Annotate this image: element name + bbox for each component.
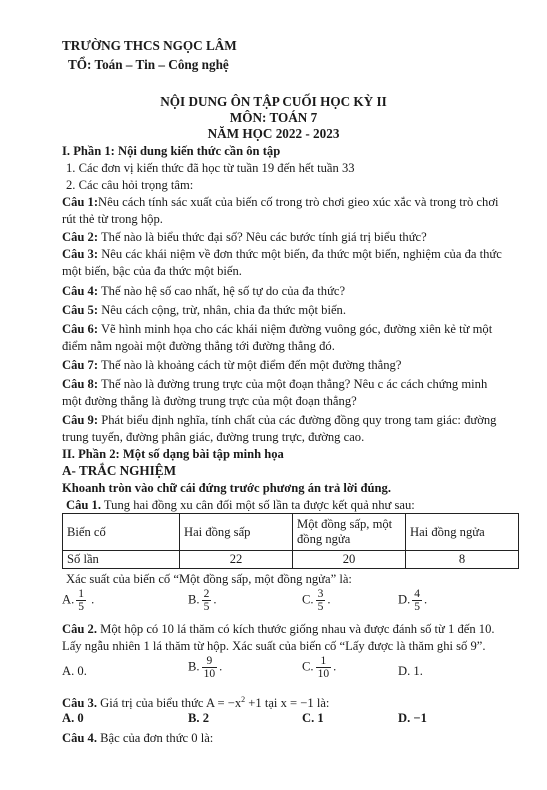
option-a[interactable]: A. 0. [62,664,87,678]
department-name: TỔ: Toán – Tin – Công nghệ [68,57,229,72]
part1-item2: 2. Các câu hỏi trọng tâm: [66,178,194,192]
option-a[interactable]: A. $\frac{1}{5}$ . [62,588,95,613]
question-7: Câu 7: Thế nào là khoảng cách từ một điểm đến một đường thẳng? [62,358,402,372]
part1-heading: I. Phần 1: Nội dung kiến thức cần ôn tập [62,144,281,158]
subject-title: MÔN: TOÁN 7 [229,110,318,125]
question-9-cont: trung tuyến, đường phân giác, đường trung trực, đường cao. [62,430,365,444]
question-6: Câu 6: Vẽ hình minh họa cho các khái niệm đường vuông góc, đường xiên kẻ từ một [62,322,493,336]
results-table [62,513,519,569]
question-4: Câu 4: Thế nào hệ số cao nhất, hệ số tự do của đa thức? [62,284,346,298]
table-row [63,514,519,551]
mcq-1-prompt: Xác suất của biến cố “Một đồng sấp, một đồng ngửa” là: [66,572,352,586]
table-cell: Số lần [63,551,180,569]
option-b[interactable]: B. $\frac{2}{5}$ . [188,588,217,613]
question-5: Câu 5: Nêu cách cộng, trừ, nhân, chia đa thức một biến. [62,303,346,317]
mcq-2-cont: Lấy ngẫu nhiên 1 lá thăm từ hộp. Xác suất của biến cố “Lấy được là thăm ghi số 9”. [62,639,486,653]
table-header-cell: Hai đồng ngửa [406,514,519,551]
option-a[interactable]: A. 0 [62,711,84,725]
table-cell: 20 [293,551,406,569]
part1-item1: 1. Các đơn vị kiến thức đã học từ tuần 19 đến hết tuần 33 [66,161,355,175]
question-9: Câu 9: Phát biểu định nghĩa, tính chất của các đường đồng quy trong tam giác: đường [62,413,497,427]
question-8-cont: một đường thẳng là đường trung trực của một đoạn thẳng? [62,394,357,408]
option-d[interactable]: D. $\frac{4}{5}$ . [398,588,428,613]
table-header-cell: Hai đồng sấp [180,514,293,551]
option-d[interactable]: D. 1. [398,664,423,678]
section-a-heading: A- TRẮC NGHIỆM [62,463,177,478]
mcq-4: Câu 4. Bậc của đơn thức 0 là: [62,731,214,745]
question-1: Câu 1:Nêu cách tính sác xuất của biến cố trong trò chơi gieo xúc xắc và trong trò chơi [62,195,499,209]
question-1-cont: rút thẻ từ trong hộp. [62,212,163,226]
option-d[interactable]: D. −1 [398,711,427,725]
question-3-cont: một biến, bậc của đa thức một biến. [62,264,242,278]
option-b[interactable]: B. $\frac{9}{10}$ . [188,655,223,680]
question-2: Câu 2: Thế nào là biểu thức đại số? Nêu các bước tính giá trị biểu thức? [62,230,427,244]
school-year: NĂM HỌC 2022 - 2023 [207,126,340,141]
question-3: Câu 3: Nêu các khái niệm về đơn thức một biến, đa thức một biến, nghiệm của đa thức [62,247,502,261]
option-c[interactable]: C. 1 [302,711,324,725]
mcq-2: Câu 2. Một hộp có 10 lá thăm có kích thước giống nhau và được đánh số từ 1 đến 10. [62,622,495,636]
mcq-1: Câu 1. Tung hai đồng xu cân đối một số lần ta được kết quả như sau: [66,498,415,512]
school-name: TRƯỜNG THCS NGỌC LÂM [62,38,237,53]
instruction: Khoanh tròn vào chữ cái đứng trước phương án trả lời đúng. [62,481,391,495]
option-b[interactable]: B. 2 [188,711,209,725]
question-8: Câu 8: Thế nào là đường trung trực của một đoạn thẳng? Nêu c ác cách chứng minh [62,377,488,391]
table-header-cell: Một đồng sấp, một đồng ngửa [293,514,406,551]
option-c[interactable]: C. $\frac{3}{5}$ . [302,588,331,613]
mcq-3: Câu 3. Giá trị của biểu thức $A = -x^2 +1$ tại x = −1 là: [62,695,330,711]
part2-heading: II. Phần 2: Một số dạng bài tập minh họa [62,447,284,461]
question-6-cont: điểm nằm ngoài một đường thẳng tới đường thẳng đó. [62,339,335,353]
table-row [63,551,519,569]
option-c[interactable]: C. $\frac{1}{10}$ . [302,655,337,680]
table-cell: 22 [180,551,293,569]
doc-title: NỘI DUNG ÔN TẬP CUỐI HỌC KỲ II [160,94,387,109]
table-cell: 8 [406,551,519,569]
table-header-cell: Biến cố [63,514,180,551]
